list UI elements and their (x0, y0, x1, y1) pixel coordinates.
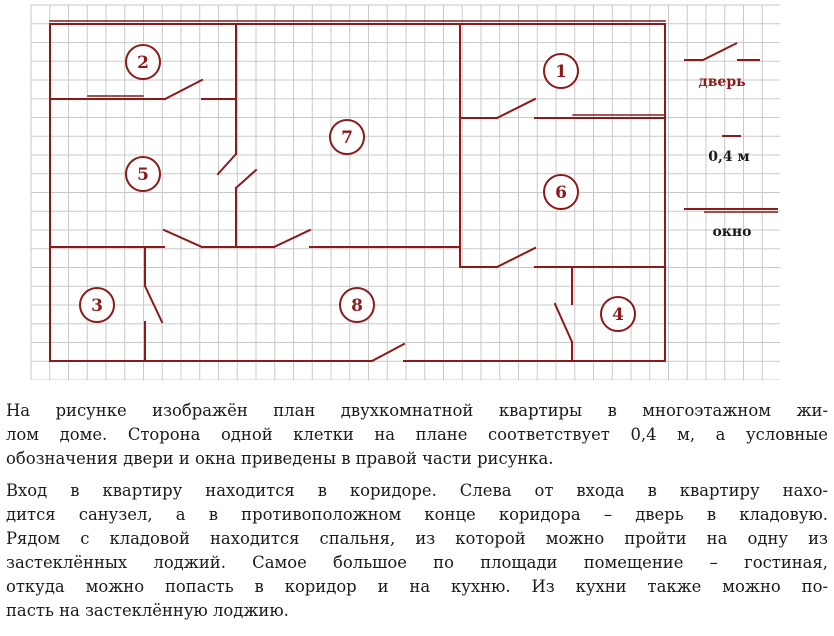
door-6 (497, 248, 535, 267)
room-8-label (340, 288, 374, 322)
description-paragraph-2 (6, 479, 828, 623)
door-3 (145, 286, 162, 322)
door-7-corridor (274, 230, 310, 247)
svg-text:8: 8 (351, 296, 363, 316)
svg-text:0,4 м: 0,4 м (708, 149, 750, 165)
room-4-label (601, 297, 635, 331)
room-6-label (544, 175, 578, 209)
room-7-label (330, 120, 364, 154)
room-labels (80, 45, 635, 331)
svg-text:1: 1 (555, 62, 567, 82)
text-line: застеклённых лоджий. Самое большое по площади помещение – гостиная, (6, 553, 828, 572)
room-5-label (126, 157, 160, 191)
legend-door (684, 43, 760, 90)
svg-text:3: 3 (91, 296, 103, 316)
text-line: лом доме. Сторона одной клетки на плане соответствует 0,4 м, а условные (6, 425, 828, 444)
svg-text:4: 4 (612, 305, 624, 325)
text-line: откуда можно попасть в коридор и на кухню. Из кухни также можно по- (6, 577, 828, 596)
svg-text:окно: окно (712, 224, 752, 240)
svg-text:7: 7 (341, 128, 353, 148)
legend-window (684, 209, 778, 240)
text-line: Вход в квартиру находится в коридоре. Слева от входа в квартиру нахо- (6, 481, 828, 500)
door-1 (497, 99, 535, 118)
text-line: обозначения двери и окна приведены в правой части рисунка. (6, 449, 554, 468)
room-2-label (126, 45, 160, 79)
text-line: пасть на застеклённую лоджию. (6, 601, 289, 620)
room-1-label (544, 54, 578, 88)
svg-text:5: 5 (137, 165, 149, 185)
svg-text:6: 6 (555, 183, 567, 203)
door-7-lower (236, 170, 256, 188)
legend (684, 43, 778, 240)
door-4 (555, 304, 572, 342)
text-line: Рядом с кладовой находится спальня, из которой можно пройти на одну из (6, 529, 828, 548)
text-line: На рисунке изображён план двухкомнатной квартиры в многоэтажном жи- (6, 401, 828, 420)
room-3-label (80, 288, 114, 322)
svg-text:дверь: дверь (698, 74, 746, 90)
door-5-7 (218, 154, 236, 174)
door-2 (165, 80, 202, 99)
description-paragraph-1 (6, 399, 828, 471)
door-5-corridor (164, 230, 202, 247)
text-line: дится санузел, а в противоположном конце коридора – дверь в кладовую. (6, 505, 828, 524)
svg-text:2: 2 (137, 53, 149, 73)
door-entrance (372, 344, 404, 361)
